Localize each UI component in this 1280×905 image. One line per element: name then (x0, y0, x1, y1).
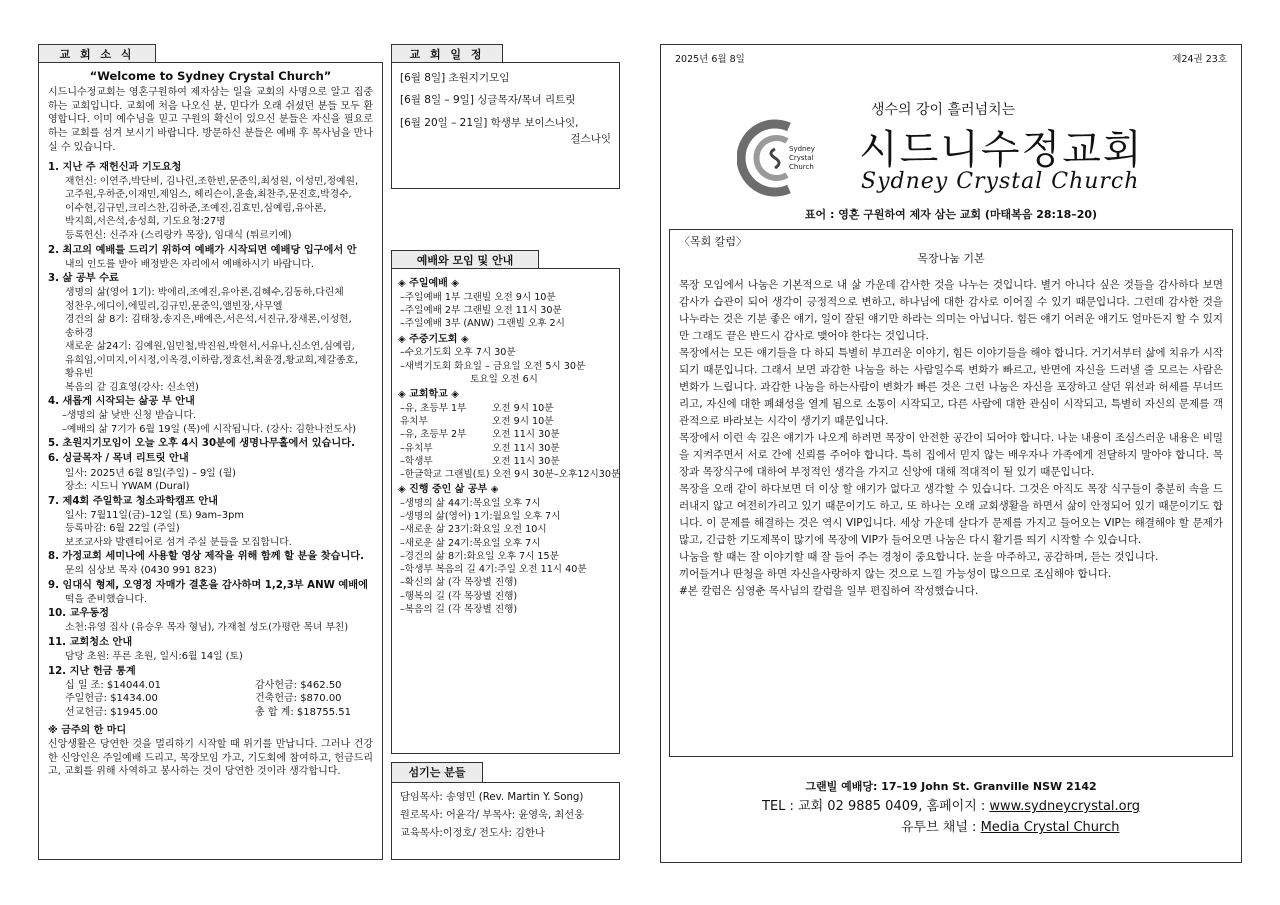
news-item-title: 3. 삶 공부 수료 (48, 273, 119, 285)
worship-tab-header: 예배와 모임 및 안내 (391, 250, 539, 272)
worship-row-time: 오전 11시 30분 (492, 455, 560, 467)
worship-row-name: –유치부 (400, 442, 433, 454)
offering-cell: 십 일 조: $14044.01 (65, 679, 161, 691)
news-item-line: 생명의 삶(영어 1기): 박에리,조예진,유아론,김혜수,김동하,다린체 (65, 287, 344, 299)
offering-row (48, 692, 373, 706)
bulletin-date: 2025년 6월 8일 (675, 54, 745, 65)
offering-cell: 감사헌금: $462.50 (255, 679, 342, 691)
column-body (679, 277, 1223, 600)
logo-text-crystal: Crystal (789, 154, 814, 162)
worship-row: –경건의 삶 8기:화요일 오후 7시 15분 (400, 550, 559, 562)
staff-line: 담임목사: 송영민 (Rev. Martin Y. Song) (400, 792, 584, 803)
news-item-line: 유희임,이미지,이시정,이옥경,이하람,정효선,최윤경,황교희,제갈종호, (65, 354, 359, 366)
schedule-panel (391, 62, 620, 189)
column-label: 〈목회 칼럼〉 (679, 235, 748, 248)
worship-group-heading: ◈ 주일예배 ◈ (398, 278, 459, 289)
news-tab-header: 교 회 소 식 (38, 44, 156, 66)
news-item-line: –예배의 삶 7기가 6월 19일 (목)에 시작됩니다. (강사: 김한나전도사) (62, 423, 357, 435)
offering-row (48, 706, 373, 720)
worship-row (398, 428, 613, 441)
logo-text-church: Church (789, 163, 814, 171)
news-item-line: 재헌신: 이연주,박단비, 김나린,조한빈,문준익,최성원, 이성민,정예원, (65, 175, 359, 187)
website-link[interactable]: www.sydneycrystal.org (989, 799, 1140, 815)
worship-row-time: 오전 9시 10분 (492, 402, 554, 414)
news-item-line: 복음의 같 김효영(강사: 신소연) (65, 381, 199, 393)
news-item-title: 4. 새롭게 시작되는 삶공 부 안내 (48, 396, 195, 408)
worship-row-name: –유, 초등부 1부 (400, 402, 467, 414)
offering-title: 12. 지난 헌금 통계 (48, 665, 136, 677)
church-address: 그랜빌 예배당: 17–19 John St. Granville NSW 2142 (805, 780, 1097, 793)
staff-line: 교육목사:이정호/ 전도사: 김한나 (400, 828, 545, 840)
welcome-heading: “Welcome to Sydney Crystal Church” (89, 69, 332, 83)
staff-line: 원로목사: 어윤각/ 부목사: 윤영욱, 최선웅 (400, 810, 584, 822)
worship-row-time: 오전 9시 10분 (492, 416, 554, 428)
news-item-title: 9. 임대식 형제, 오영정 자매가 결혼을 감사하며 1,2,3부 ANW 예배에 (48, 579, 368, 591)
news-item-title: 7. 제4회 주일학교 청소과학캠프 안내 (48, 495, 219, 507)
contact-line (661, 798, 1241, 816)
worship-row: –주일예배 2부 그랜빌 오전 11시 30분 (400, 305, 562, 317)
news-item-line: 황유빈 (65, 368, 94, 380)
news-item-line: 문의 심상보 목자 (0430 991 823) (65, 565, 217, 577)
column-paragraph: 나눔을 할 때는 잘 이야기할 때 잘 들어 주는 경청이 중요합니다. 눈을 마주하고, 공감하며, 듣는 것입니다. (679, 551, 1159, 564)
weekly-word-title: ※ 금주의 한 마디 (48, 725, 127, 737)
scripture-motto: 표어 : 영혼 구원하여 제자 삼는 교회 (마태복음 28:18–20) (804, 208, 1098, 221)
offering-cell: 건축헌금: $870.00 (255, 693, 342, 705)
news-item-title: 5. 초원지기모임이 오늘 오후 4시 30분에 생명나무홀에서 있습니다. (48, 438, 355, 450)
pastor-column (669, 229, 1233, 757)
worship-row-name: –유, 초등부 2부 (400, 429, 467, 441)
column-title: 목장나눔 기본 (917, 252, 985, 266)
news-item-line: 새로운 삶24기: 김예원,임민철,박진원,박현서,서유나,신소연,심예림, (65, 341, 355, 353)
news-item-line: 떡을 준비했습니다. (65, 593, 147, 605)
news-item-line: 정찬우,에디이,에밀리,김규민,문준익,앨빈장,사무엘 (65, 300, 283, 312)
worship-row: –확신의 삶 (각 목장별 진행) (400, 577, 518, 589)
column-paragraph: 목장을 오래 같이 하다보면 더 이상 할 얘기가 없다고 생각할 수 있습니다. 그것은 아직도 목장 식구들이 충분히 속을 드러내지 않고 여전히가리고 있기 때문이기도 하고, 또 하나는 오래 교회생활을 하면서 삶이 안정되어 있기 때문이기도 합니다. 이 문제를 해결하는 것은 역시 VIP입니다. 세상 가운데 살다가 문제를 가지고 들어오는 VIP는 해결해야 할 문제가 많고, 긴급한 기도제목이 많기에 목장에 VIP가 들어오면 나눔은 다시 활기를 띄기 시작할 수 있습니다. (679, 483, 1223, 547)
news-item-line: –생명의 삶 낮반 신청 받습니다. (62, 410, 197, 422)
worship-row: –주일예배 1부 그랜빌 오전 9시 10분 (400, 291, 556, 303)
news-item-line: 보조교사와 발렌티어로 섬겨 주실 분들을 모집합니다. (65, 536, 292, 548)
church-name-korean: 시드니수정교회 (859, 127, 1144, 173)
news-item-line: 일사: 2025년 6월 8일(주일) – 9일 (월) (65, 467, 236, 479)
news-item-line: 이수현,김규민,크리스찬,김하준,조예진,김효민,심예림,유아론, (65, 202, 327, 214)
bulletin-cover (660, 44, 1242, 863)
youtube-label: 유투브 채널 : (901, 820, 981, 836)
worship-row: –수요기도회 오후 7시 30분 (400, 347, 516, 359)
schedule-event-continued: 걸스나잇 (570, 133, 611, 146)
offering-stats (48, 679, 373, 720)
news-sections (48, 161, 373, 664)
worship-group-heading: ◈ 교회학교 ◈ (398, 389, 459, 400)
staff-tab-header: 섬기는 분들 (391, 762, 483, 784)
worship-row: –행복의 길 (각 목장별 진행) (400, 590, 518, 602)
schedule-event: [6월 8일 – 9일] 싱글목자/목녀 리트릿 (400, 94, 576, 107)
date-row (675, 53, 1227, 66)
worship-row: –새로운 삶 23기:화요일 오전 10시 (400, 524, 547, 536)
column-paragraph: 끼어들거나 딴청을 하면 자신을사랑하지 않는 것으로 느낄 가능성이 많으므로 조심해야 합니다. (679, 568, 1112, 581)
worship-row (398, 415, 613, 428)
worship-guide-panel (391, 268, 620, 754)
worship-row: –생명의 삶 44기:목요일 오후 7시 (400, 498, 541, 509)
news-item-title: 11. 교회청소 안내 (48, 637, 133, 648)
church-logo (737, 119, 853, 197)
church-name-english: Sydney Crystal Church (861, 169, 1140, 194)
bulletin-volume: 제24권 23호 (1172, 54, 1227, 65)
worship-row: –복음의 길 (각 목장별 진행) (400, 603, 518, 615)
schedule-event: [6월 20일 – 21일] 학생부 보이스나잇, (400, 116, 579, 129)
news-item-title: 8. 가정교회 세미나에 사용할 영상 제작을 위해 함께 할 분을 찾습니다. (48, 551, 365, 563)
worship-row (398, 455, 613, 468)
worship-row-time: 오전 11시 30분 (492, 442, 560, 454)
worship-group-heading: ◈ 주중기도회 ◈ (398, 333, 469, 345)
phone-label: TEL : 교회 02 9885 0409, 홈페이지 : (762, 799, 990, 815)
welcome-intro: 시드니수정교회는 영혼구원하여 제자삼는 일을 교회의 사명으로 알고 집중하는 교회입니다. 교회에 처음 나오신 분, 믿다가 오래 쉬셨던 분들 모두 환영합니다. 이미 예수님을 믿고 구원의 확신이 있으신 분들은 자신을 필요로 하는 교회를 섬겨 보시기 바랍니다. 방문하신 분들은 예배 후 목사님을 만나실 수 있습니다. (48, 86, 373, 154)
weekly-word-body: 신앙생활은 당연한 것을 멀리하기 시작할 때 위기를 만납니다. 그러나 건강한 신앙인은 주일예배 드리고, 목장모임 가고, 기도회에 참여하고, 헌금드리고, 교회를 위해 사역하고 봉사하는 것이 당연한 것이라 생각합니다. (48, 738, 373, 778)
news-item-title: 6. 싱글목자 / 목녀 리트릿 안내 (48, 453, 189, 465)
worship-row (398, 402, 613, 415)
news-item-line: 박지희,서은석,송성희, 기도요청:27명 (65, 216, 226, 228)
news-item-line: 등록마감: 6월 22일 (주일) (65, 523, 180, 535)
worship-row-name: 유치부 (400, 416, 428, 428)
offering-row (48, 679, 373, 693)
news-item-line: 담당 초원: 푸른 초원, 일시:6월 14일 (토) (65, 651, 243, 663)
logo-text-sydney: Sydney (789, 145, 815, 153)
offering-cell: 주일헌금: $1434.00 (65, 693, 158, 705)
worship-row: –새로운 삶 24기:목요일 오후 7시 (400, 537, 541, 549)
news-item-line: 고주원,우하준,이재민,제임스, 헤리슨이,윤솔,최찬주,문진호,박경수, (65, 189, 352, 201)
worship-row: –학생부 복음의 길 4기:주일 오전 11시 40분 (400, 564, 587, 576)
worship-row: –주일예배 3부 (ANW) 그랜빌 오후 2시 (400, 318, 565, 330)
worship-row (398, 442, 613, 455)
news-item-line: 경건의 삶 8기: 김태창,송지은,배예은,서은석,서진규,장새론,이성현, (65, 314, 352, 326)
news-item-title: 10. 교우동정 (48, 608, 109, 620)
column-paragraph: #본 칼럼은 심영춘 목사님의 칼럼을 일부 편집하여 작성했습니다. (679, 585, 979, 598)
church-news-panel (38, 62, 383, 860)
news-item-line: 내의 인도를 받아 배정받은 자리에서 예배하시기 바랍니다. (65, 258, 314, 270)
offering-cell: 총 합 계: $18755.51 (255, 707, 351, 719)
news-item-line: 장소: 시드니 YWAM (Dural) (65, 481, 190, 493)
worship-row: –한글학교 그랜빌(토) 오전 9시 30분–오후12시30분 (400, 468, 621, 480)
contact-footer (661, 779, 1241, 837)
news-item-line: 송하경 (65, 327, 94, 339)
column-paragraph: 목장에서는 모든 얘기들을 다 하되 특별히 부끄러운 이야기, 힘든 이야기들을 해야 합니다. 거기서부터 삶에 치유가 시작되기 때문입니다. 그래서 보면 과감한 나눔을 하는 사람일수록 변화가 빠르고, 반면에 자신을 드러낼 줄 모르는 사람은 변화가 느립니다. 과감한 나눔을 하는사람이 변화가 빠른 것은 그런 나눔은 자신을 포장하고 살던 위선과 허세를 무너뜨리고, 자신에 대한 폐쇄성을 열게 됨으로 소통이 시작되고, 다른 사람에 대한 관심이 시작되고, 특별히 자신의 문제를 객관적으로 바라보는 시각이 생기기 때문입니다. (679, 347, 1223, 428)
worship-row: –새벽기도회 화요일 – 금요일 오전 5시 30분 (400, 360, 586, 372)
news-item-line: 일사: 7월11일(금)–12일 (토) 9am–3pm (65, 509, 244, 521)
news-item-title: 1. 지난 주 재헌신과 기도요청 (48, 161, 182, 173)
church-motto: 생수의 강이 흘러넘치는 (871, 102, 1016, 118)
worship-group-heading: ◈ 진행 중인 삶 공부 ◈ (398, 484, 499, 496)
news-item-line: 소천:유영 집사 (유승우 목자 형님), 가재철 성도(가평란 목녀 부친) (65, 622, 349, 634)
schedule-event: [6월 8일] 초원지기모임 (400, 72, 510, 84)
worship-row: 토요일 오전 6시 (400, 373, 538, 385)
column-paragraph: 목장 모임에서 나눔은 기본적으로 내 삶 가운데 감사한 것을 나누는 것입니다. 별거 아니다 싶은 것들을 감사하다 보면 감사가 습관이 되어 생각이 긍정적으로 변하고, 하나님에 대한 감사로 이어질 수 있기 때문입니다. 그런데 감사한 것을 나누라는 것은 기분 좋은 얘기, 일이 잘된 얘기만 하라는 의미는 아닙니다. 힘든 얘기 어려운 얘기도 얼마든지 할 수 있지만 그래도 끝은 반드시 감사로 맺어야 한다는 것입니다. (679, 279, 1223, 343)
worship-row: –생명의 삶(영어) 1기:월요일 오후 7시 (400, 511, 561, 523)
news-item-line: 등록헌신: 신주자 (스리랑카 목장), 임대식 (튀르키예) (65, 229, 292, 241)
column-paragraph: 목장에서 이런 속 깊은 얘기가 나오게 하려면 목장이 안전한 공간이 되어야 합니다. 나눈 내용이 조심스러운 내용은 비밀을 지켜주면서 서로 간에 신뢰를 주어야 합니다. 특히 집에서 믿지 않는 배우자나 가족에게 전달하지 말아야 합니다. 목장과 목장식구에 대하여 부정적인 생각을 가지고 신앙에 대해 적대적이 될 있기 때문입니다. (679, 432, 1223, 479)
worship-row-name: –학생부 (400, 455, 433, 467)
staff-panel (391, 782, 620, 860)
news-item-title: 2. 최고의 예배를 드리기 위하여 예배가 시작되면 예배당 입구에서 안 (48, 244, 357, 256)
worship-row-time: 오전 11시 30분 (492, 429, 560, 441)
offering-cell: 선교헌금: $1945.00 (65, 707, 158, 719)
youtube-link[interactable]: Media Crystal Church (980, 820, 1120, 836)
schedule-tab-header: 교 회 일 정 (391, 44, 503, 66)
youtube-line (661, 819, 1241, 837)
